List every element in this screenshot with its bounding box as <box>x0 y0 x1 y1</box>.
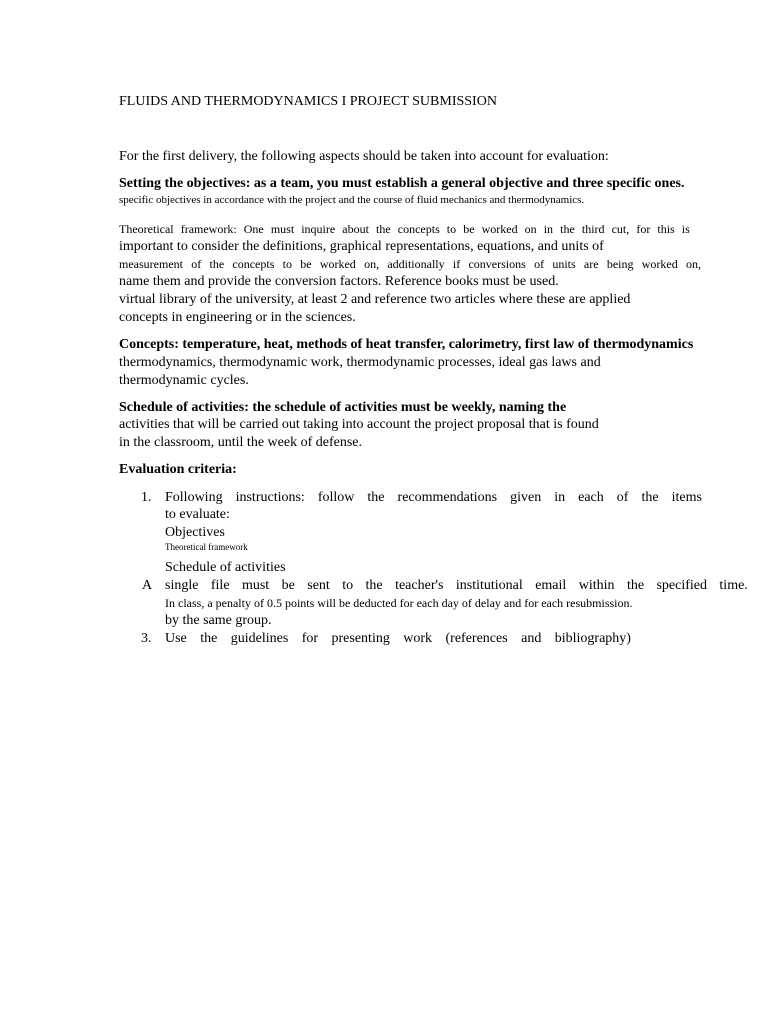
concepts-heading: Concepts: temperature, heat, methods of heat transfer, calorimetry, first law of thermodynamics <box>119 337 694 352</box>
objectives-heading: Setting the objectives: as a team, you must establish a general objective and three specific ones. <box>119 176 685 191</box>
item-1-line-1: Following instructions: follow the recommendations given in each of the items <box>165 490 702 505</box>
schedule-line-2: activities that will be carried out taking into account the project proposal that is found <box>119 417 599 432</box>
list-marker: A <box>142 578 153 593</box>
item-3-line-1: Use the guidelines for presenting work (references and bibliography) <box>165 631 631 646</box>
framework-line-2: important to consider the definitions, graphical representations, equations, and units of <box>119 239 604 254</box>
item-2-line-2: In class, a penalty of 0.5 points will be deducted for each day of delay and for each resubmission. <box>165 596 633 610</box>
sub-item-objectives: Objectives <box>165 525 225 540</box>
framework-line-6: concepts in engineering or in the sciences. <box>119 310 356 325</box>
sub-item-framework: Theoretical framework <box>165 542 248 552</box>
evaluation-heading: Evaluation criteria: <box>119 462 237 477</box>
item-2-line-1: single file must be sent to the teacher's institutional email within the specified time. <box>165 578 748 593</box>
framework-line-5: virtual library of the university, at least 2 and reference two articles where these are applied <box>119 292 631 307</box>
sub-item-schedule: Schedule of activities <box>165 560 286 575</box>
list-number: 3. <box>141 631 152 646</box>
intro-text: For the first delivery, the following aspects should be taken into account for evaluation: <box>119 149 609 164</box>
item-1-line-2: to evaluate: <box>165 507 230 522</box>
schedule-line-3: in the classroom, until the week of defense. <box>119 435 362 450</box>
framework-line-3: measurement of the concepts to be worked on, additionally if conversions of units are being worked on, <box>119 257 701 271</box>
schedule-heading: Schedule of activities: the schedule of activities must be weekly, naming the <box>119 400 567 415</box>
objectives-text: specific objectives in accordance with the project and the course of fluid mechanics and thermodynamics. <box>119 194 585 206</box>
framework-line-1: Theoretical framework: One must inquire about the concepts to be worked on in the third cut, for this is <box>119 222 690 236</box>
framework-line-4: name them and provide the conversion factors. Reference books must be used. <box>119 274 559 289</box>
list-number: 1. <box>141 490 152 505</box>
concepts-line-2: thermodynamics, thermodynamic work, thermodynamic processes, ideal gas laws and <box>119 355 601 370</box>
item-2-line-3: by the same group. <box>165 613 272 628</box>
concepts-line-3: thermodynamic cycles. <box>119 373 249 388</box>
document-title: FLUIDS AND THERMODYNAMICS I PROJECT SUBMISSION <box>119 94 497 109</box>
